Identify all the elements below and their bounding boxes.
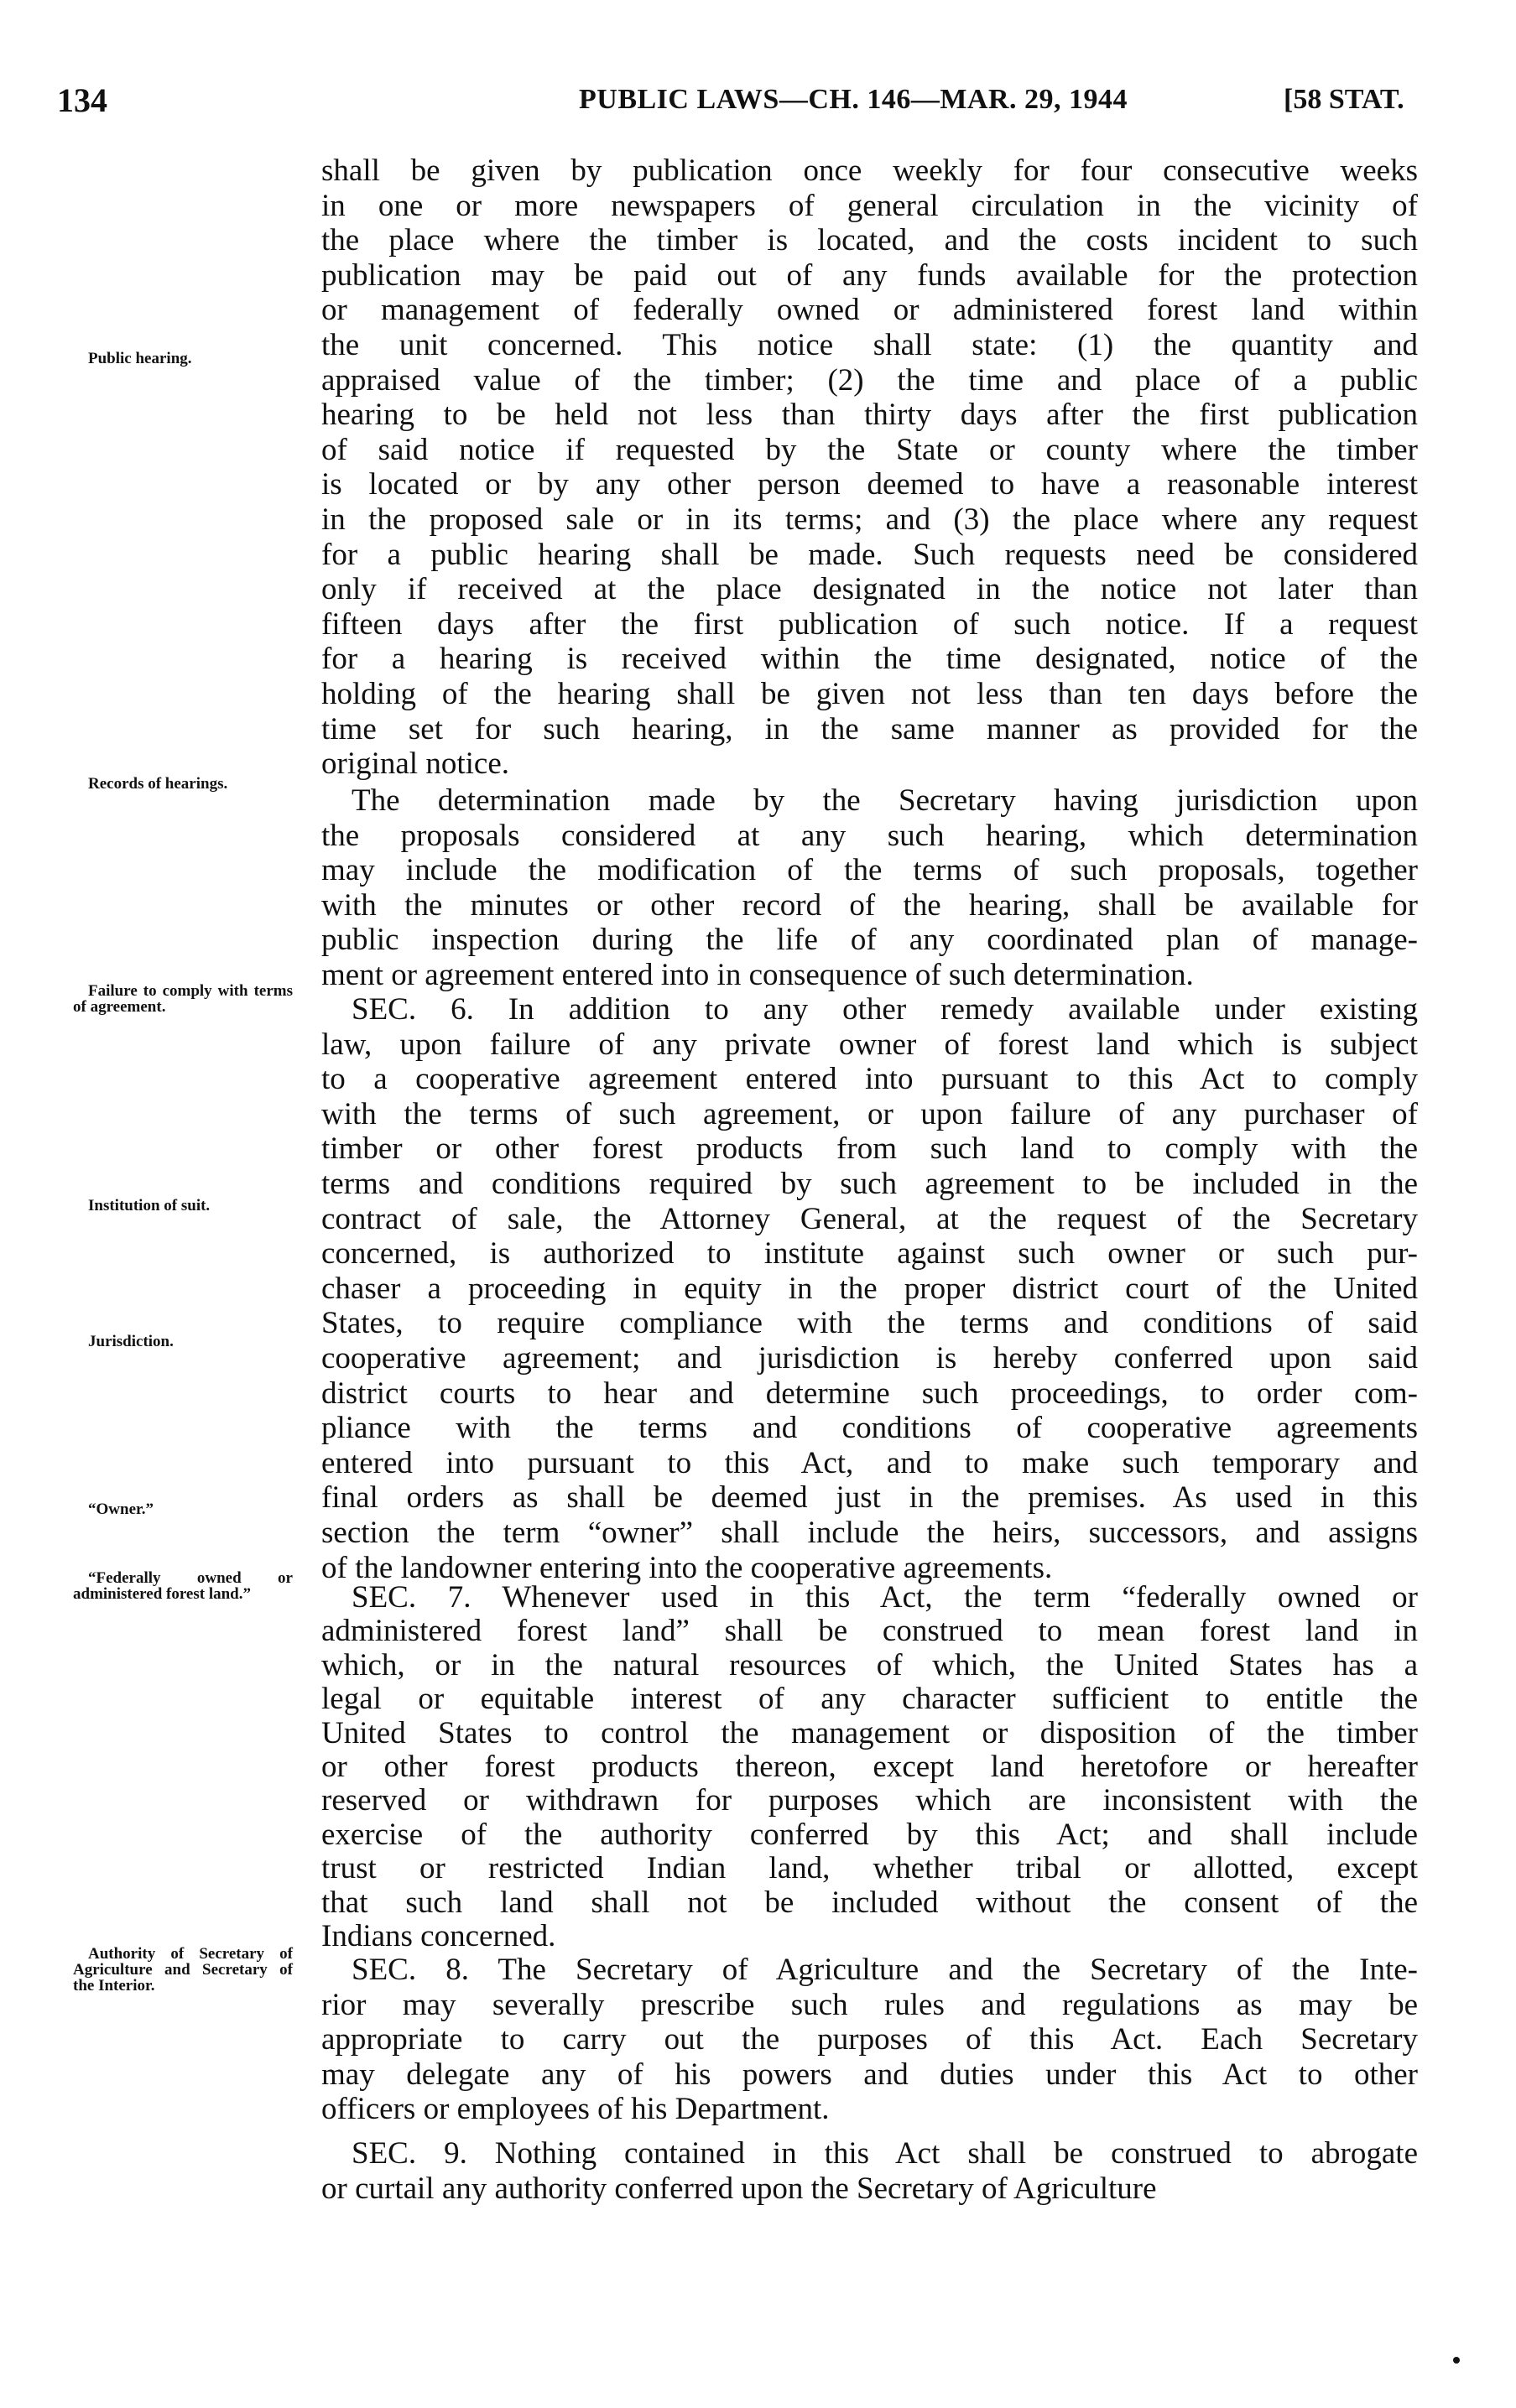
text-line: SEC. 7. Whenever used in this Act, the term “federally owned or [352,1580,1418,1615]
page-number: 134 [57,81,107,119]
text-line: the proposals considered at any such hearing, which determination [321,818,1418,853]
margin-note-owner: “Owner.” [88,1500,154,1518]
text-line: United States to control the management or disposition of the timber [321,1715,1418,1750]
text-line: officers or employees of his Department. [321,2092,830,2127]
text-line: for a hearing is received within the time designated, notice of the [321,642,1418,677]
text-line: appraised value of the timber; (2) the time and place of a public [321,362,1418,398]
text-line: holding of the hearing shall be given not less than ten days before the [321,676,1418,711]
text-line: final orders as shall be deemed just in the premises. As used in this [321,1480,1418,1516]
text-line: in one or more newspapers of general circulation in the vicinity of [321,188,1418,223]
text-line: section the term “owner” shall include the heirs, successors, and assigns [321,1515,1418,1550]
text-line: or curtail any authority conferred upon the Secretary of Agriculture [321,2171,1157,2206]
text-line: shall be given by publication once weekly for four consecutive weeks [321,153,1418,188]
text-line: The determination made by the Secretary having jurisdiction upon [352,783,1418,818]
text-line: Indians concerned. [321,1918,556,1953]
text-line: public inspection during the life of any coordinated plan of manage- [321,923,1418,958]
text-line: appropriate to carry out the purposes of this Act. Each Secretary [321,2022,1418,2057]
text-line: time set for such hearing, in the same manner as provided for the [321,711,1418,746]
text-line: terms and conditions required by such agreement to be included in the [321,1166,1418,1201]
text-line: contract of sale, the Attorney General, at the request of the Secretary [321,1201,1418,1236]
text-line: exercise of the authority conferred by this Act; and shall include [321,1817,1418,1852]
text-line: is located or by any other person deemed to have a reasonable interest [321,467,1418,502]
text-line: for a public hearing shall be made. Such requests need be considered [321,537,1418,572]
text-line: hearing to be held not less than thirty days after the first publication [321,398,1418,433]
text-line: with the terms of such agreement, or upon failure of any purchaser of [321,1096,1418,1131]
text-line: entered into pursuant to this Act, and to make such temporary and [321,1445,1418,1480]
text-line: district courts to hear and determine such proceedings, to order com- [321,1376,1418,1411]
text-line: which, or in the natural resources of which, the United States has a [321,1647,1418,1682]
paragraph-notice-continued [321,153,1418,782]
text-line: or management of federally owned or administered forest land within [321,293,1418,328]
text-line: SEC. 6. In addition to any other remedy available under existing [352,992,1418,1027]
text-line: chaser a proceeding in equity in the proper district court of the United [321,1271,1418,1306]
margin-note-failure-to-comply: Failure to comply with terms of agreement. [73,982,293,1016]
text-line: may include the modification of the terms of such proposals, together [321,853,1418,888]
margin-note-federally-owned-land: “Federally owned or administered forest land.” [73,1569,293,1603]
text-line: States, to require compliance with the terms and conditions of said [321,1306,1418,1341]
text-line: of the landowner entering into the cooperative agreements. [321,1550,1053,1585]
text-line: concerned, is authorized to institute against such owner or such pur- [321,1236,1418,1272]
text-line: legal or equitable interest of any character sufficient to entitle the [321,1682,1418,1717]
text-line: or other forest products thereon, except land heretofore or hereafter [321,1749,1418,1784]
text-line: trust or restricted Indian land, whether tribal or allotted, except [321,1851,1418,1886]
text-line: rior may severally prescribe such rules and regulations as may be [321,1987,1418,2022]
text-line: the place where the timber is located, and the costs incident to such [321,223,1418,258]
text-line: SEC. 8. The Secretary of Agriculture and the Secretary of the Inte- [352,1953,1418,1987]
margin-note-records-of-hearings: Records of hearings. [88,775,228,793]
text-line: the unit concerned. This notice shall state: (1) the quantity and [321,327,1418,362]
paragraph-section-9 [321,2136,1418,2206]
margin-note-jurisdiction: Jurisdiction. [88,1333,174,1350]
text-line: administered forest land” shall be construed to mean forest land in [321,1614,1418,1649]
text-line: original notice. [321,746,509,782]
text-line: law, upon failure of any private owner of forest land which is subject [321,1027,1418,1062]
text-line: pliance with the terms and conditions of cooperative agreements [321,1411,1418,1446]
volume-reference: [58 STAT. [1284,84,1404,115]
text-line: only if received at the place designated in the notice not later than [321,572,1418,607]
text-line: timber or other forest products from such land to comply with the [321,1131,1418,1167]
text-line: with the minutes or other record of the hearing, shall be available for [321,887,1418,923]
paragraph-section-8 [321,1953,1418,2127]
margin-note-public-hearing: Public hearing. [88,350,192,367]
margin-note-institution-of-suit: Institution of suit. [88,1197,211,1214]
text-line: in the proposed sale or in its terms; and (3) the place where any request [321,502,1418,537]
text-line: reserved or withdrawn for purposes which are inconsistent with the [321,1783,1418,1818]
text-line: may delegate any of his powers and duties under this Act to other [321,2057,1418,2092]
text-line: to a cooperative agreement entered into pursuant to this Act to comply [321,1062,1418,1097]
paragraph-section-6 [321,992,1418,1585]
margin-note-authority-of-secretaries: Authority of Secretary of Agriculture and Secretary of the Interior. [73,1945,293,1995]
text-line: SEC. 9. Nothing contained in this Act shall be construed to abrogate [352,2136,1418,2171]
text-line: cooperative agreement; and jurisdiction is hereby conferred upon said [321,1340,1418,1376]
text-line: publication may be paid out of any funds available for the protection [321,257,1418,293]
text-line: ment or agreement entered into in consequence of such determination. [321,957,1194,992]
text-line: that such land shall not be included without the consent of the [321,1885,1418,1920]
running-head: PUBLIC LAWS—CH. 146—MAR. 29, 1944 [579,84,1128,115]
text-line: fifteen days after the first publication of such notice. If a request [321,606,1418,642]
paragraph-section-7 [321,1581,1418,1953]
text-line: of said notice if requested by the State or county where the timber [321,432,1418,467]
print-speck [1453,2357,1460,2364]
paragraph-records-of-hearings [321,783,1418,993]
